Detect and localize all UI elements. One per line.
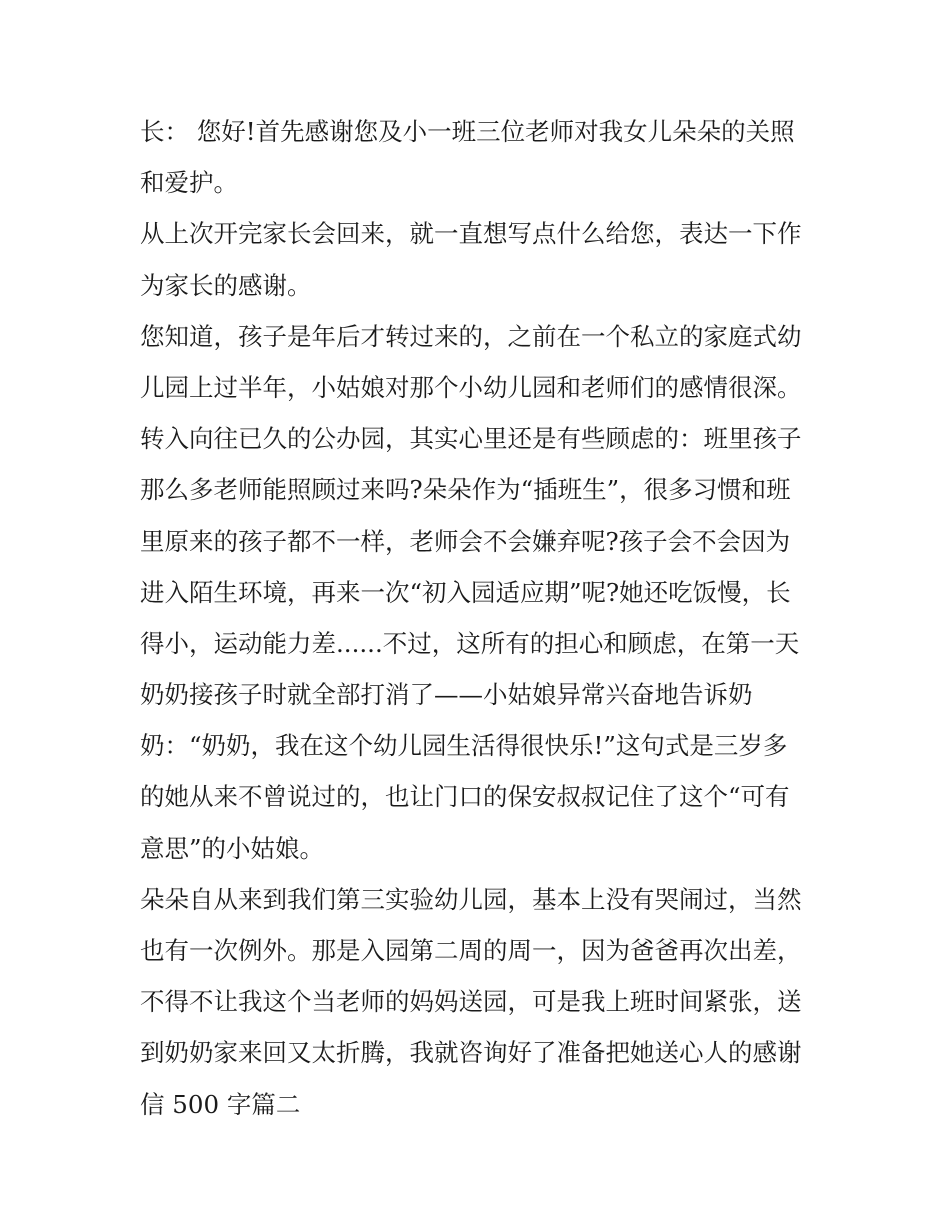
text-line: 得小，运动能力差......不过，这所有的担心和顾虑，在第一天 <box>140 628 800 658</box>
text-line: 奶：“奶奶，我在这个幼儿园生活得很快乐!”这句式是三岁多 <box>140 731 788 761</box>
text-line: 和爱护。 <box>140 168 238 198</box>
text-line: 儿园上过半年，小姑娘对那个小幼儿园和老师们的感情很深。 <box>140 372 802 402</box>
text-line: 信 500 字篇二 <box>140 1089 301 1119</box>
letter-body <box>140 106 820 1130</box>
text-line: 长： 您好!首先感谢您及小一班三位老师对我女儿朵朵的关照 <box>140 117 795 146</box>
text-line: 里原来的孩子都不一样，老师会不会嫌弃呢?孩子会不会因为 <box>140 526 791 556</box>
text-line: 朵朵自从来到我们第三实验幼儿园，基本上没有哭闹过，当然 <box>140 884 802 914</box>
text-line: 到奶奶家来回又太折腾，我就咨询好了准备把她送心人的感谢 <box>140 1038 802 1068</box>
text-line: 为家长的感谢。 <box>140 270 312 300</box>
text-line: 进入陌生环境，再来一次“初入园适应期”呢?她还吃饭慢，长 <box>140 577 791 607</box>
text-line: 不得不让我这个当老师的妈妈送园，可是我上班时间紧张，送 <box>140 987 802 1017</box>
text-line: 意思”的小姑娘。 <box>140 833 325 863</box>
text-line: 从上次开完家长会回来，就一直想写点什么给您，表达一下作 <box>140 219 802 249</box>
text-line: 也有一次例外。那是入园第二周的周一，因为爸爸再次出差， <box>140 936 802 965</box>
text-line: 转入向往已久的公办园，其实心里还是有些顾虑的：班里孩子 <box>140 424 802 454</box>
text-line: 您知道，孩子是年后才转过来的，之前在一个私立的家庭式幼 <box>140 321 802 351</box>
text-line: 那么多老师能照顾过来吗?朵朵作为“插班生”，很多习惯和班 <box>140 475 791 505</box>
text-line: 的她从来不曾说过的，也让门口的保安叔叔记住了这个“可有 <box>140 782 790 812</box>
text-line: 奶奶接孩子时就全部打消了——小姑娘异常兴奋地告诉奶 <box>140 680 753 710</box>
